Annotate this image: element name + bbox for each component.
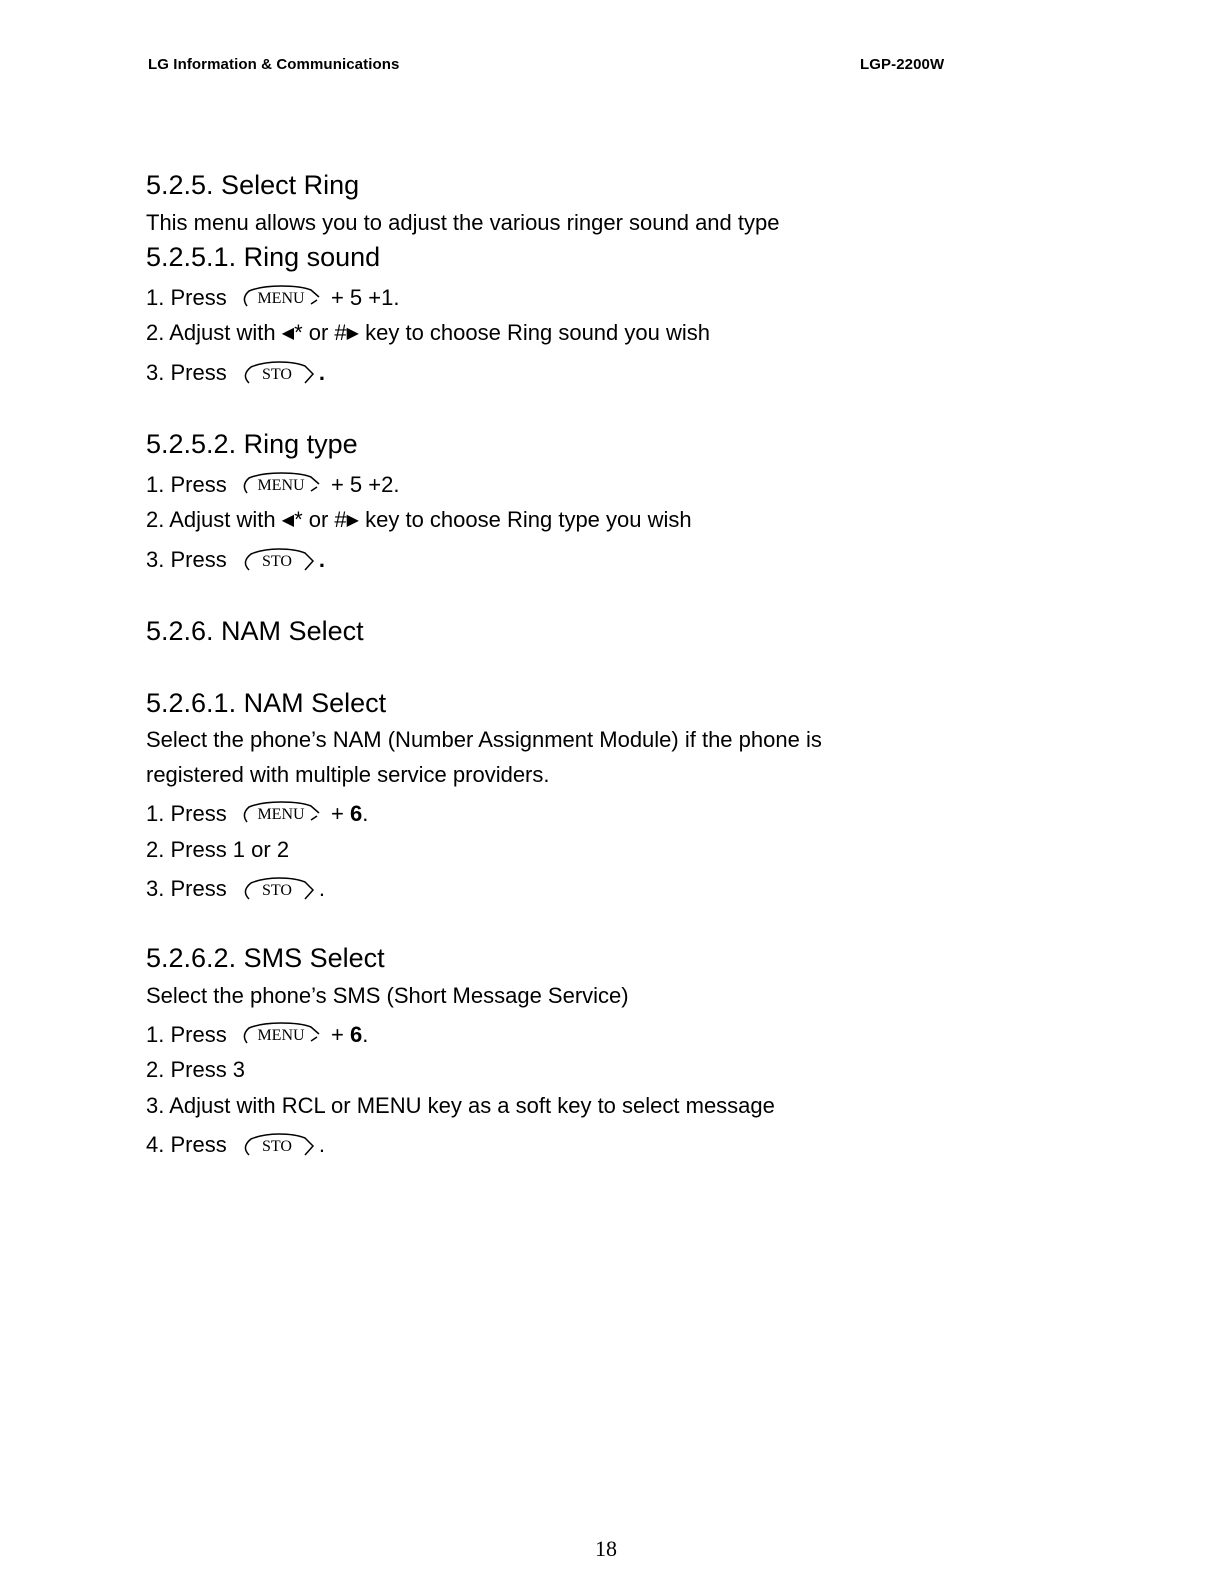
section-title-select-ring: 5.2.5. Select Ring — [146, 170, 360, 200]
step-label: 1. Press — [146, 1022, 227, 1047]
menu-key-icon — [239, 284, 325, 314]
step-label: 2. Adjust with — [146, 507, 276, 532]
step-label: 4. Press — [146, 1132, 227, 1157]
step-number: 6 — [349, 1022, 363, 1047]
key-symbols: * or # — [294, 320, 347, 345]
step-suffix: + 5 +1. — [330, 285, 400, 310]
step-plus: + — [330, 801, 344, 826]
step-2 — [146, 505, 692, 538]
step-1 — [146, 799, 368, 830]
right-triangle-icon: ▶ — [346, 512, 359, 529]
step-suffix: . — [318, 547, 325, 572]
section-desc-line-2: registered with multiple service providers. — [146, 762, 550, 787]
step-2: 2. Press 1 or 2 — [146, 837, 290, 862]
menu-key-icon — [239, 800, 325, 830]
menu-key-label: MENU — [257, 290, 305, 308]
step-text: key to choose Ring type you wish — [365, 507, 692, 532]
menu-key-label: MENU — [257, 806, 305, 824]
menu-key-icon — [239, 471, 325, 501]
sto-key-icon — [239, 1131, 319, 1161]
step-1 — [146, 283, 399, 314]
step-label: 3. Press — [146, 547, 227, 572]
step-label: 1. Press — [146, 285, 227, 310]
step-number: 6 — [349, 801, 363, 826]
step-end: . — [362, 1022, 369, 1047]
step-3 — [146, 874, 325, 905]
sto-key-label: STO — [261, 1138, 292, 1156]
section-intro: This menu allows you to adjust the various ringer sound and type — [146, 210, 780, 235]
header-model: LGP-2200W — [860, 56, 945, 73]
step-4 — [146, 1130, 325, 1161]
sto-key-label: STO — [261, 882, 292, 900]
step-end: . — [362, 801, 369, 826]
step-label: 3. Press — [146, 360, 227, 385]
step-2: 2. Press 3 — [146, 1057, 246, 1082]
sto-key-icon — [239, 546, 319, 576]
left-triangle-icon: ◀ — [281, 325, 295, 342]
sto-key-icon — [239, 875, 319, 905]
step-suffix: . — [318, 1132, 325, 1157]
menu-key-icon — [239, 1021, 325, 1051]
right-triangle-icon: ▶ — [346, 325, 359, 342]
sto-key-label: STO — [261, 553, 292, 571]
step-label: 3. Press — [146, 876, 227, 901]
step-3 — [146, 358, 325, 389]
step-1 — [146, 1020, 368, 1051]
page-number: 18 — [595, 1536, 617, 1561]
section-desc-line-1: Select the phone’s NAM (Number Assignment Module) if the phone is — [146, 727, 822, 752]
step-label: 2. Adjust with — [146, 320, 276, 345]
step-1 — [146, 470, 399, 501]
header-company: LG Information & Communications — [148, 56, 400, 73]
step-suffix: . — [318, 360, 325, 385]
section-title-ring-type: 5.2.5.2. Ring type — [146, 429, 358, 459]
step-3 — [146, 545, 325, 576]
key-symbols: * or # — [294, 507, 347, 532]
section-title-ring-sound: 5.2.5.1. Ring sound — [146, 242, 381, 272]
section-title-nam-select: 5.2.6. NAM Select — [146, 616, 364, 646]
subsection-title-sms-select: 5.2.6.2. SMS Select — [146, 943, 385, 973]
step-2 — [146, 318, 710, 351]
sto-key-label: STO — [261, 366, 292, 384]
left-triangle-icon: ◀ — [281, 512, 295, 529]
step-label: 1. Press — [146, 472, 227, 497]
subsection-title-nam-select: 5.2.6.1. NAM Select — [146, 688, 387, 718]
menu-key-label: MENU — [257, 477, 305, 495]
section-desc: Select the phone’s SMS (Short Message Service) — [146, 983, 629, 1008]
menu-key-label: MENU — [257, 1027, 305, 1045]
step-3: 3. Adjust with RCL or MENU key as a soft key to select message — [146, 1093, 775, 1118]
step-suffix: . — [318, 876, 325, 901]
step-plus: + — [330, 1022, 344, 1047]
sto-key-icon — [239, 359, 319, 389]
step-label: 1. Press — [146, 801, 227, 826]
step-text: key to choose Ring sound you wish — [365, 320, 710, 345]
step-suffix: + 5 +2. — [330, 472, 400, 497]
